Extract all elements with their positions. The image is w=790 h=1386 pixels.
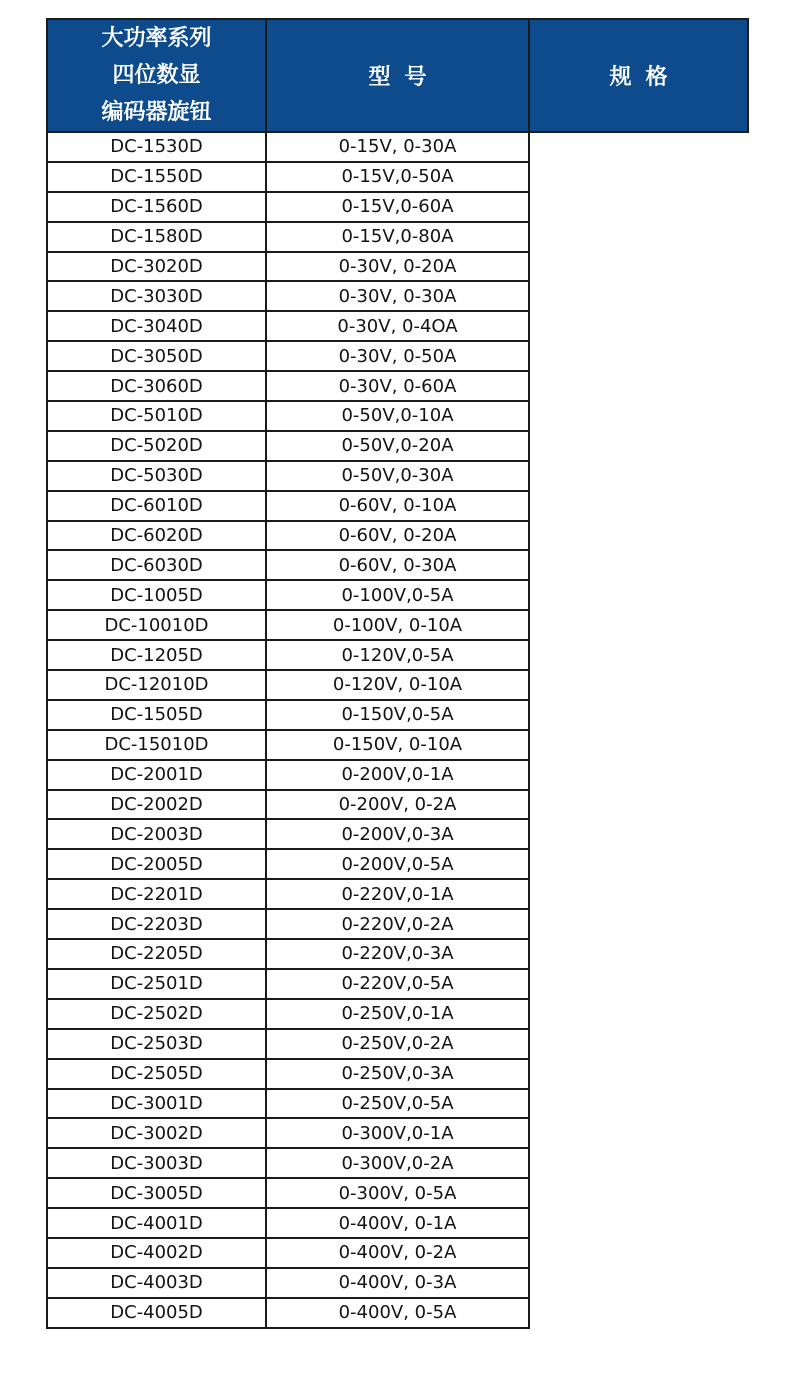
spec-cell: 0-15V,0-60A <box>266 192 529 222</box>
table-body <box>47 132 748 1328</box>
table-row <box>47 730 748 760</box>
spec-cell: 0-400V, 0-3A <box>266 1268 529 1298</box>
spec-cell: 0-30V, 0-4OA <box>266 311 529 341</box>
model-column-header: 型号 <box>266 19 529 132</box>
model-cell: DC-2003D <box>47 819 266 849</box>
model-cell: DC-3005D <box>47 1178 266 1208</box>
table-row <box>47 341 748 371</box>
table-row <box>47 521 748 551</box>
model-cell: DC-5030D <box>47 461 266 491</box>
table-row <box>47 1178 748 1208</box>
series-line-2: 四位数显 <box>112 63 201 88</box>
model-cell: DC-5010D <box>47 401 266 431</box>
spec-cell: 0-60V, 0-30A <box>266 550 529 580</box>
model-cell: DC-3002D <box>47 1118 266 1148</box>
table-header-row <box>47 19 748 132</box>
spec-cell: 0-200V, 0-2A <box>266 790 529 820</box>
model-cell: DC-6020D <box>47 521 266 551</box>
model-cell: DC-4003D <box>47 1268 266 1298</box>
spec-cell: 0-50V,0-10A <box>266 401 529 431</box>
table-row <box>47 252 748 282</box>
model-cell: DC-2205D <box>47 939 266 969</box>
table-row <box>47 849 748 879</box>
spec-cell: 0-200V,0-1A <box>266 760 529 790</box>
table-row <box>47 1118 748 1148</box>
spec-cell: 0-250V,0-1A <box>266 999 529 1029</box>
spec-cell: 0-250V,0-5A <box>266 1089 529 1119</box>
model-cell: DC-1530D <box>47 132 266 162</box>
table-row <box>47 760 748 790</box>
table-row <box>47 1298 748 1328</box>
table-row <box>47 670 748 700</box>
table-row <box>47 371 748 401</box>
model-cell: DC-2505D <box>47 1059 266 1089</box>
model-cell: DC-2001D <box>47 760 266 790</box>
model-cell: DC-2201D <box>47 879 266 909</box>
table-row <box>47 790 748 820</box>
spec-cell: 0-400V, 0-2A <box>266 1238 529 1268</box>
model-cell: DC-1205D <box>47 640 266 670</box>
spec-cell: 0-150V,0-5A <box>266 700 529 730</box>
spec-cell: 0-100V, 0-10A <box>266 610 529 640</box>
model-cell: DC-10010D <box>47 610 266 640</box>
spec-cell: 0-250V,0-2A <box>266 1029 529 1059</box>
model-cell: DC-12010D <box>47 670 266 700</box>
model-cell: DC-3030D <box>47 281 266 311</box>
spec-cell: 0-220V,0-3A <box>266 939 529 969</box>
spec-cell: 0-220V,0-2A <box>266 909 529 939</box>
model-cell: DC-3060D <box>47 371 266 401</box>
spec-cell: 0-200V,0-3A <box>266 819 529 849</box>
spec-cell: 0-300V,0-2A <box>266 1148 529 1178</box>
model-cell: DC-1505D <box>47 700 266 730</box>
spec-cell: 0-60V, 0-10A <box>266 491 529 521</box>
spec-cell: 0-200V,0-5A <box>266 849 529 879</box>
model-cell: DC-2203D <box>47 909 266 939</box>
spec-cell: 0-300V,0-1A <box>266 1118 529 1148</box>
table-row <box>47 1268 748 1298</box>
table-row <box>47 640 748 670</box>
table-row <box>47 132 748 162</box>
table-row <box>47 700 748 730</box>
model-cell: DC-1560D <box>47 192 266 222</box>
model-cell: DC-2502D <box>47 999 266 1029</box>
table-row <box>47 1238 748 1268</box>
table-row <box>47 491 748 521</box>
model-cell: DC-2503D <box>47 1029 266 1059</box>
table-row <box>47 580 748 610</box>
spec-cell: 0-50V,0-30A <box>266 461 529 491</box>
table-row <box>47 550 748 580</box>
spec-cell: 0-120V,0-5A <box>266 640 529 670</box>
model-cell: DC-2002D <box>47 790 266 820</box>
model-cell: DC-1580D <box>47 222 266 252</box>
spec-cell: 0-400V, 0-1A <box>266 1208 529 1238</box>
product-spec-table <box>46 18 749 1329</box>
table-row <box>47 1029 748 1059</box>
table-row <box>47 192 748 222</box>
model-cell: DC-3003D <box>47 1148 266 1178</box>
model-cell: DC-3001D <box>47 1089 266 1119</box>
table-row <box>47 939 748 969</box>
table-row <box>47 162 748 192</box>
table-row <box>47 431 748 461</box>
model-cell: DC-3050D <box>47 341 266 371</box>
model-cell: DC-1550D <box>47 162 266 192</box>
table-row <box>47 311 748 341</box>
spec-cell: 0-30V, 0-20A <box>266 252 529 282</box>
model-cell: DC-4001D <box>47 1208 266 1238</box>
table-row <box>47 461 748 491</box>
table-row <box>47 1089 748 1119</box>
table-row <box>47 222 748 252</box>
table-row <box>47 610 748 640</box>
model-cell: DC-5020D <box>47 431 266 461</box>
spec-cell: 0-220V,0-1A <box>266 879 529 909</box>
spec-cell: 0-100V,0-5A <box>266 580 529 610</box>
spec-cell: 0-15V,0-50A <box>266 162 529 192</box>
spec-cell: 0-30V, 0-50A <box>266 341 529 371</box>
table-row <box>47 281 748 311</box>
spec-cell: 0-60V, 0-20A <box>266 521 529 551</box>
series-line-3: 编码器旋钮 <box>101 100 212 125</box>
table-row <box>47 1059 748 1089</box>
model-cell: DC-2005D <box>47 849 266 879</box>
model-cell: DC-2501D <box>47 969 266 999</box>
model-cell: DC-15010D <box>47 730 266 760</box>
model-cell: DC-1005D <box>47 580 266 610</box>
model-cell: DC-3020D <box>47 252 266 282</box>
series-line-1: 大功率系列 <box>101 26 212 51</box>
table-row <box>47 819 748 849</box>
model-cell: DC-6030D <box>47 550 266 580</box>
spec-cell: 0-15V,0-80A <box>266 222 529 252</box>
table-row <box>47 401 748 431</box>
spec-cell: 0-220V,0-5A <box>266 969 529 999</box>
spec-cell: 0-50V,0-20A <box>266 431 529 461</box>
spec-cell: 0-300V, 0-5A <box>266 1178 529 1208</box>
spec-cell: 0-30V, 0-30A <box>266 281 529 311</box>
spec-cell: 0-400V, 0-5A <box>266 1298 529 1328</box>
model-cell: DC-6010D <box>47 491 266 521</box>
spec-column-header: 规格 <box>529 19 748 132</box>
table-row <box>47 999 748 1029</box>
model-cell: DC-4005D <box>47 1298 266 1328</box>
model-cell: DC-4002D <box>47 1238 266 1268</box>
table-row <box>47 1148 748 1178</box>
spec-cell: 0-30V, 0-60A <box>266 371 529 401</box>
spec-cell: 0-150V, 0-10A <box>266 730 529 760</box>
table-row <box>47 969 748 999</box>
table-row <box>47 879 748 909</box>
spec-cell: 0-120V, 0-10A <box>266 670 529 700</box>
model-cell: DC-3040D <box>47 311 266 341</box>
table-row <box>47 909 748 939</box>
table-row <box>47 1208 748 1238</box>
series-cell <box>47 19 266 132</box>
spec-cell: 0-250V,0-3A <box>266 1059 529 1089</box>
spec-cell: 0-15V, 0-30A <box>266 132 529 162</box>
